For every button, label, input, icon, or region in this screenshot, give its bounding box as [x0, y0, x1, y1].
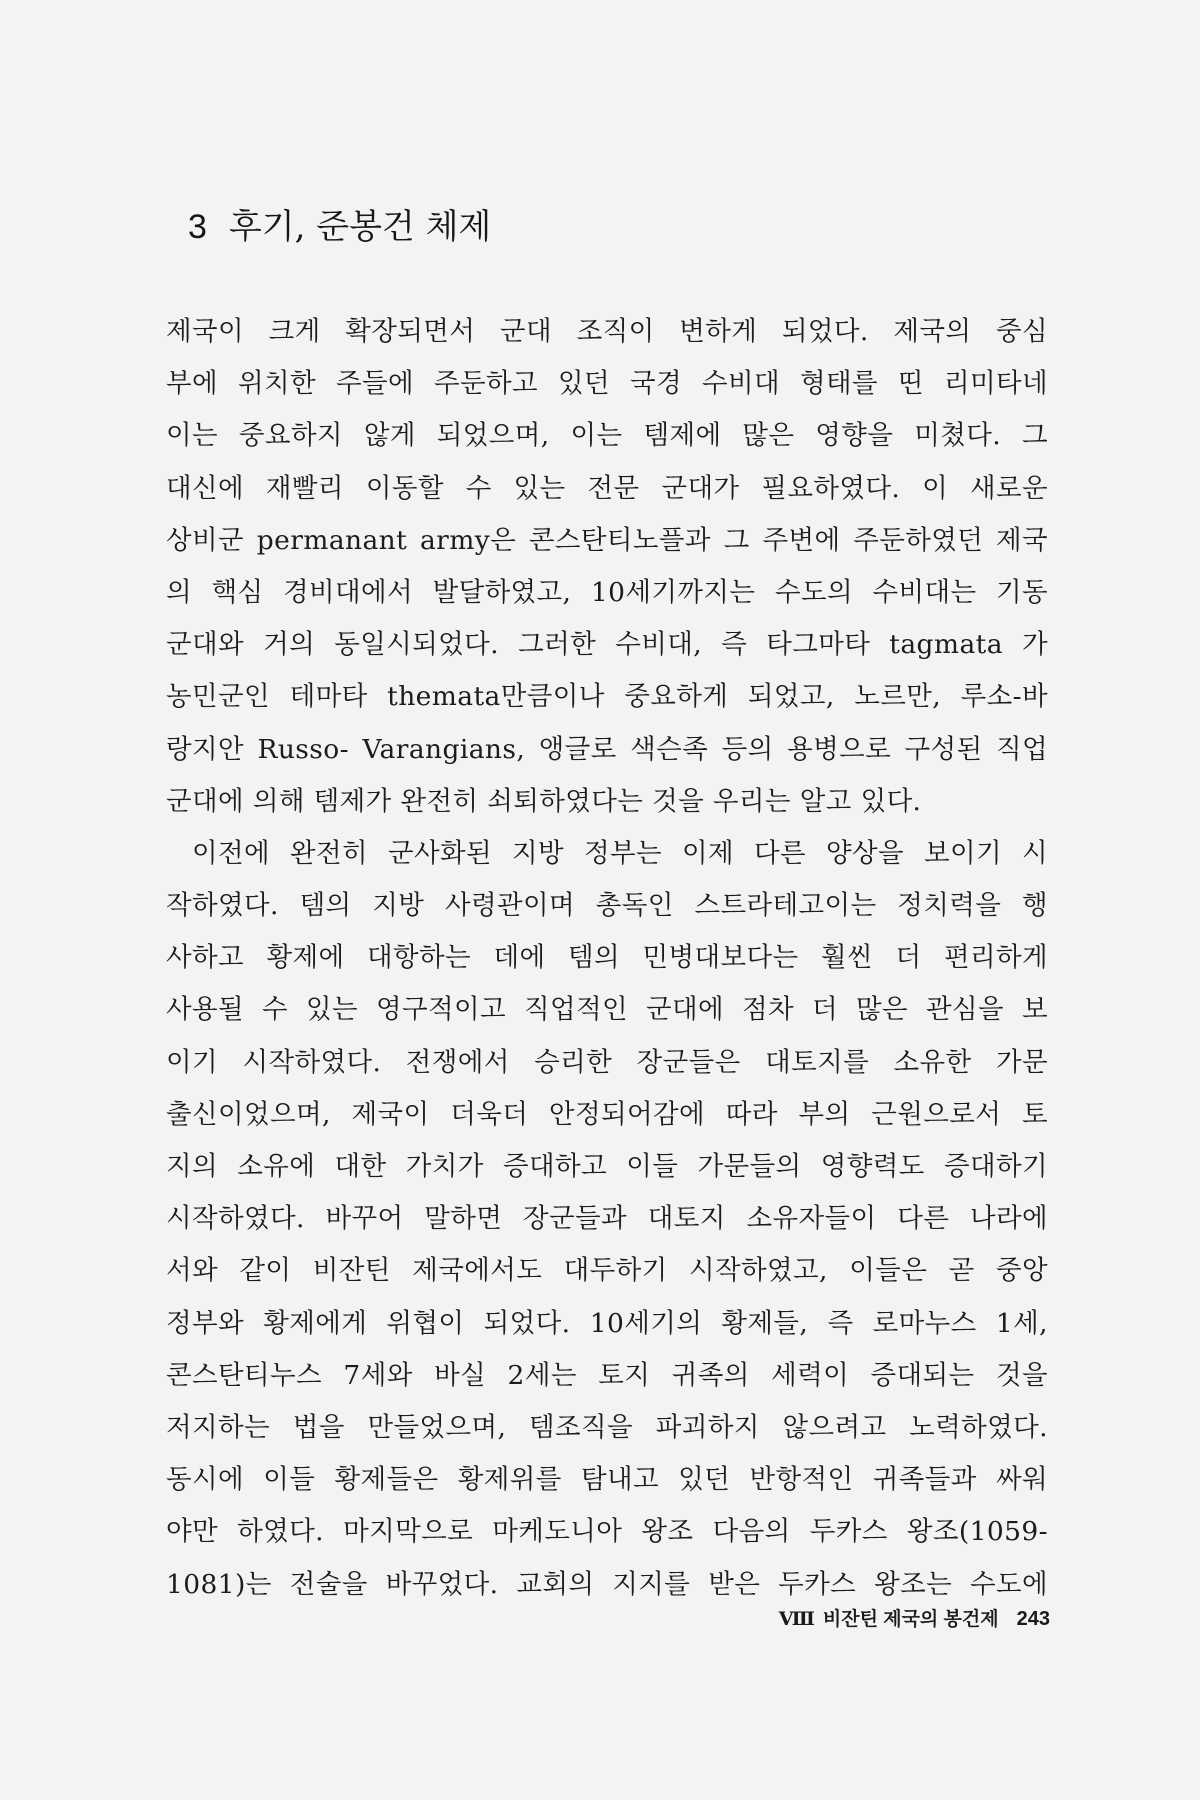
body-text — [166, 306, 1048, 1611]
section-title: 후기, 준봉건 체제 — [228, 207, 492, 247]
text-line: 시작하였다. 바꾸어 말하면 장군들과 대토지 소유자들이 다른 나라에 — [166, 1203, 1048, 1235]
text-line: 농민군인 테마타 themata만큼이나 중요하게 되었고, 노르만, 루소-바 — [166, 681, 1048, 713]
text-line: 출신이었으며, 제국이 더욱더 안정되어감에 따라 부의 근원으로서 토 — [166, 1098, 1048, 1130]
text-line: 서와 같이 비잔틴 제국에서도 대두하기 시작하였고, 이들은 곧 중앙 — [166, 1255, 1048, 1287]
paragraph-end-line: 군대에 의해 템제가 완전히 쇠퇴하였다는 것을 우리는 알고 있다. — [166, 785, 922, 817]
text-line: 군대와 거의 동일시되었다. 그러한 수비대, 즉 타그마타 tagmata 가 — [166, 629, 1048, 661]
chapter-title: 비잔틴 제국의 봉건제 — [822, 1609, 999, 1630]
running-footer — [779, 1604, 1050, 1631]
section-number: 3 — [188, 208, 207, 246]
text-line: 정부와 황제에게 위협이 되었다. 10세기의 황제들, 즉 로마누스 1세, — [166, 1307, 1048, 1339]
text-line: 랑지안 Russo- Varangians, 앵글로 색슨족 등의 용병으로 구성된 직업 — [166, 733, 1048, 765]
text-line: 사하고 황제에 대항하는 데에 템의 민병대보다는 훨씬 더 편리하게 — [166, 942, 1048, 974]
text-line: 야만 하였다. 마지막으로 마케도니아 왕조 다음의 두카스 왕조(1059- — [166, 1516, 1048, 1548]
text-line: 이는 중요하지 않게 되었으며, 이는 템제에 많은 영향을 미쳤다. 그 — [166, 420, 1048, 452]
text-line: 작하였다. 템의 지방 사령관이며 총독인 스트라테고이는 정치력을 행 — [166, 890, 1048, 922]
chapter-number: Ⅷ — [778, 1608, 815, 1630]
text-line: 의 핵심 경비대에서 발달하였고, 10세기까지는 수도의 수비대는 기동 — [166, 576, 1048, 608]
text-line: 저지하는 법을 만들었으며, 템조직을 파괴하지 않으려고 노력하였다. — [166, 1411, 1048, 1443]
text-line: 제국이 크게 확장되면서 군대 조직이 변하게 되었다. 제국의 중심 — [166, 316, 1048, 347]
text-line: 부에 위치한 주들에 주둔하고 있던 국경 수비대 형태를 띤 리미타네 — [166, 368, 1048, 400]
text-line: 지의 소유에 대한 가치가 증대하고 이들 가문들의 영향력도 증대하기 — [166, 1151, 1048, 1182]
text-line: 상비군 permanant army은 콘스탄티노플과 그 주변에 주둔하였던 제국 — [166, 524, 1048, 556]
text-line: 동시에 이들 황제들은 황제위를 탐내고 있던 반항적인 귀족들과 싸워 — [166, 1464, 1048, 1496]
paragraph-start-line: 이전에 완전히 군사화된 지방 정부는 이제 다른 양상을 보이기 시 — [192, 837, 1048, 869]
text-line: 대신에 재빨리 이동할 수 있는 전문 군대가 필요하였다. 이 새로운 — [166, 472, 1048, 504]
text-line: 1081)는 전술을 바꾸었다. 교회의 지지를 받은 두카스 왕조는 수도에 — [166, 1568, 1048, 1600]
page-number: 243 — [1016, 1608, 1050, 1630]
text-line: 이기 시작하였다. 전쟁에서 승리한 장군들은 대토지를 소유한 가문 — [166, 1046, 1048, 1078]
section-heading — [188, 205, 491, 249]
text-line: 콘스탄티누스 7세와 바실 2세는 토지 귀족의 세력이 증대되는 것을 — [166, 1359, 1048, 1391]
text-line: 사용될 수 있는 영구적이고 직업적인 군대에 점차 더 많은 관심을 보 — [166, 994, 1048, 1026]
